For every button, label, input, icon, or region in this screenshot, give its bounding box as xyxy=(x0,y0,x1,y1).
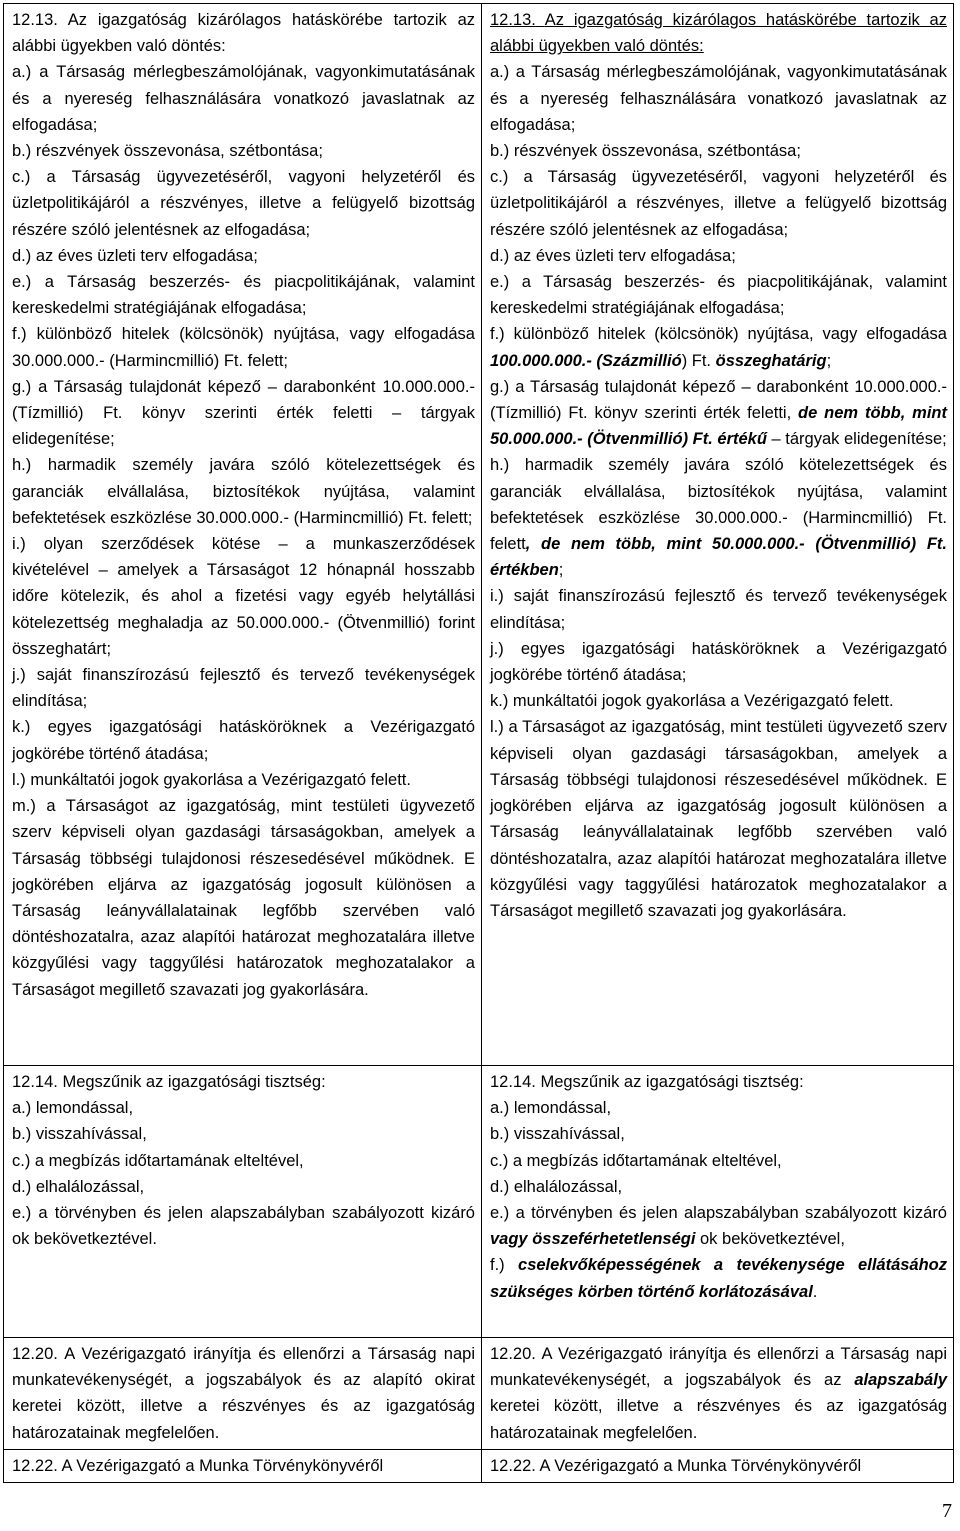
left-12-13-item-l: l.) munkáltatói jogok gyakorlása a Vezérigazgató felett. xyxy=(12,770,411,789)
right-12-14-item-c: c.) a megbízás időtartamának elteltével, xyxy=(490,1151,782,1170)
right-f-pre: f.) különböző hitelek (kölcsönök) nyújtása, vagy elfogadása xyxy=(490,325,947,344)
right-12-13-item-d: d.) az éves üzleti terv elfogadása; xyxy=(490,246,736,265)
right-14e-bold: vagy összeférhetetlenségi xyxy=(490,1230,696,1249)
left-12-13-item-d: d.) az éves üzleti terv elfogadása; xyxy=(12,246,258,265)
right-cell-12-22 xyxy=(482,1449,954,1482)
right-12-13-item-k: k.) munkáltatói jogok gyakorlása a Vezérigazgató felett. xyxy=(490,692,894,711)
right-cell-12-13 xyxy=(482,4,954,1066)
right-12-13-item-j: j.) egyes igazgatósági hatásköröknek a Vezérigazgató jogkörébe történő átadása; xyxy=(490,639,947,685)
right-14f-bold: cselekvőképességének a tevékenysége ellátásához szükséges körben történő korlátozásával xyxy=(490,1256,948,1301)
left-12-13-item-f: f.) különböző hitelek (kölcsönök) nyújtása, vagy elfogadása 30.000.000.- (Harmincmillió) Ft. felett; xyxy=(12,325,475,370)
right-12-13-item-i: i.) saját finanszírozású fejlesztő és tervező tevékenységek elindítása; xyxy=(490,587,947,632)
right-f-mid: ) Ft. xyxy=(681,351,716,370)
right-12-13-title-text: Az igazgatóság kizárólagos hatáskörébe tartozik az alábbi ügyekben való döntés: xyxy=(490,11,947,56)
row-12-14 xyxy=(4,1066,954,1338)
right-h-bold: , de nem több, mint 50.000.000.- (Ötvenmillió) Ft. értékben xyxy=(490,535,947,580)
left-12-14-item-c: c.) a megbízás időtartamának elteltével, xyxy=(12,1151,304,1170)
left-12-14-title: 12.14. Megszűnik az igazgatósági tisztség: xyxy=(12,1073,326,1091)
left-12-13-item-i: i.) olyan szerződések kötése – a munkaszerződések kivételével – amelyek a Társaságot 12 hónapnál hosszabb időre kötelezik, és ahol a fizetési vagy egyéb helytállási kötelezettség meghaladja az 50.000.000.- (Ötvenmillió) forint összeghatárt; xyxy=(12,535,475,658)
right-12-13-item-l: l.) a Társaságot az igazgatóság, mint testületi ügyvezető szerv képviseli olyan gazdasági társaságokban, amelyek a Társaság többségi tulajdonosi részesedésével működnek. E jogkörében eljárva az igazgatóság jogosult különösen a Társaság leányvállalatainak legfőbb szervében való döntéshozatalra, azaz alapítói határozat meghozatalára illetve közgyűlési vagy taggyűlési határozatok meghozatalakor a Társaságot megillető szavazati jog gyakorlására. xyxy=(490,718,947,920)
left-12-13-item-e: e.) a Társaság beszerzés- és piacpolitikájának, valamint kereskedelmi stratégiájának elfogadása; xyxy=(12,273,475,318)
right-1220-post: keretei között, illetve a részvényes és az igazgatóság határozatainak megfelelően. xyxy=(490,1397,947,1442)
right-f-bold: összeghatárig xyxy=(715,351,827,370)
right-12-13-item-h xyxy=(490,452,947,583)
right-12-13-item-a: a.) a Társaság mérlegbeszámolójának, vagyonkimutatásának és a nyereség felhasználására vonatkozó javaslatnak az elfogadása; xyxy=(490,63,947,134)
left-cell-12-13 xyxy=(4,4,482,1066)
right-12-13-item-c: c.) a Társaság ügyvezetéséről, vagyoni helyzetéről és üzletpolitikájáról a részvényes, illetve a felügyelő bizottság részére szóló jelentésnek az elfogadása; xyxy=(490,168,947,239)
right-12-14-item-e xyxy=(490,1200,947,1252)
left-12-14-item-b: b.) visszahívással, xyxy=(12,1125,147,1144)
right-12-20-text xyxy=(490,1341,947,1446)
right-f-amount: 100.000.000.- (Százmillió xyxy=(490,351,682,370)
right-12-14-item-d: d.) elhalálozással, xyxy=(490,1177,623,1196)
left-12-13-item-b: b.) részvények összevonása, szétbontása; xyxy=(12,142,323,161)
right-g-bold: de nem több, mint 50.000.000.- (Ötvenmillió) Ft. értékű xyxy=(490,404,947,449)
right-h-post: ; xyxy=(558,561,564,580)
left-12-14-item-a: a.) lemondással, xyxy=(12,1099,134,1118)
right-12-13-item-f xyxy=(490,321,947,373)
left-12-13-item-k: k.) egyes igazgatósági hatásköröknek a Vezérigazgató jogkörébe történő átadása; xyxy=(12,718,475,763)
right-12-14-item-a: a.) lemondással, xyxy=(490,1099,612,1118)
right-1220-pre: 12.20. A Vezérigazgató irányítja és ellenőrzi a Társaság napi munkatevékenységét, a jogszabályok és az xyxy=(490,1345,947,1390)
right-14f-pre: f.) xyxy=(490,1256,519,1275)
right-12-13-item-e: e.) a Társaság beszerzés- és piacpolitikájának, valamint kereskedelmi stratégiájának elfogadása; xyxy=(490,273,947,318)
right-cell-12-20 xyxy=(482,1338,954,1450)
row-12-22 xyxy=(4,1449,954,1482)
left-cell-12-22 xyxy=(4,1449,482,1482)
right-h-pre: h.) harmadik személy javára szóló kötelezettségek és garanciák elvállalása, biztosítékok nyújtása, valamint befektetések eszközlése 30.000.000.- (Harmincmillió) Ft. felett xyxy=(490,456,947,554)
left-12-14-item-e: e.) a törvényben és jelen alapszabályban szabályozott kizáró ok bekövetkeztével. xyxy=(12,1204,475,1249)
left-12-13-item-j: j.) saját finanszírozású fejlesztő és tervező tevékenységek elindítása; xyxy=(12,666,475,711)
left-12-22-text: 12.22. A Vezérigazgató a Munka Törvénykönyvéről xyxy=(12,1456,384,1475)
right-cell-12-14 xyxy=(482,1066,954,1338)
right-g-pre: g.) a Társaság tulajdonát képező – darabonként 10.000.000.- (Tízmillió) Ft. könyv szerinti érték feletti, xyxy=(490,377,947,423)
right-14f-post: . xyxy=(812,1282,818,1301)
right-14e-pre: e.) a törvényben és jelen alapszabályban szabályozott kizáró xyxy=(490,1204,947,1223)
right-12-13-item-g xyxy=(490,374,947,453)
row-12-20 xyxy=(4,1338,954,1450)
right-f-post: ; xyxy=(826,351,832,370)
left-12-13-item-h: h.) harmadik személy javára szóló kötelezettségek és garanciák elvállalása, biztosítékok nyújtása, valamint befektetések eszközlése 30.000.000.- (Harmincmillió) Ft. felett; xyxy=(12,456,475,527)
right-12-13-num: 12.13. xyxy=(490,11,536,29)
right-1220-bold: alapszabály xyxy=(854,1371,947,1390)
page-number: 7 xyxy=(942,1500,952,1522)
row-12-13 xyxy=(4,4,954,1066)
left-12-20-text: 12.20. A Vezérigazgató irányítja és ellenőrzi a Társaság napi munkatevékenységét, a jogszabályok és az alapító okirat keretei között, illetve a részvényes és az igazgatóság határozatainak megfelelően. xyxy=(12,1345,475,1442)
right-12-22-text: 12.22. A Vezérigazgató a Munka Törvénykönyvéről xyxy=(490,1456,862,1475)
right-12-14-title: 12.14. Megszűnik az igazgatósági tisztség: xyxy=(490,1073,804,1091)
left-12-14-item-d: d.) elhalálozással, xyxy=(12,1177,145,1196)
right-g-post: – tárgyak elidegenítése; xyxy=(766,430,947,449)
right-12-14-item-f xyxy=(490,1252,947,1304)
right-12-13-title xyxy=(490,7,947,59)
right-12-14-item-b: b.) visszahívással, xyxy=(490,1125,625,1144)
left-12-13-item-g: g.) a Társaság tulajdonát képező – darabonként 10.000.000.- (Tízmillió) Ft. könyv szerinti érték feletti – tárgyak elidegenítése; xyxy=(12,377,475,449)
left-12-13-item-m: m.) a Társaságot az igazgatóság, mint testületi ügyvezető szerv képviseli olyan gazdasági társaságokban, amelyek a Társaság többségi tulajdonosi részesedésével működnek. E jogkörében eljárva az igazgatóság jogosult különösen a Társaság leányvállalatainak legfőbb szervében való döntéshozatalra, azaz alapítói határozat meghozatalára illetve közgyűlési vagy taggyűlési határozatok meghozatalakor a Társaságot megillető szavazati jog gyakorlására. xyxy=(12,797,475,999)
left-12-13-item-c: c.) a Társaság ügyvezetéséről, vagyoni helyzetéről és üzletpolitikájáról a részvényes, illetve a felügyelő bizottság részére szóló jelentésnek az elfogadása; xyxy=(12,168,475,239)
left-cell-12-14 xyxy=(4,1066,482,1338)
left-12-13-title: 12.13. Az igazgatóság kizárólagos hatáskörébe tartozik az alábbi ügyekben való döntés: xyxy=(12,11,475,56)
comparison-table xyxy=(3,3,954,1483)
left-cell-12-20 xyxy=(4,1338,482,1450)
right-14e-post: ok bekövetkeztével, xyxy=(695,1230,845,1249)
right-12-13-item-b: b.) részvények összevonása, szétbontása; xyxy=(490,142,801,161)
left-12-13-item-a: a.) a Társaság mérlegbeszámolójának, vagyonkimutatásának és a nyereség felhasználására vonatkozó javaslatnak az elfogadása; xyxy=(12,63,475,134)
